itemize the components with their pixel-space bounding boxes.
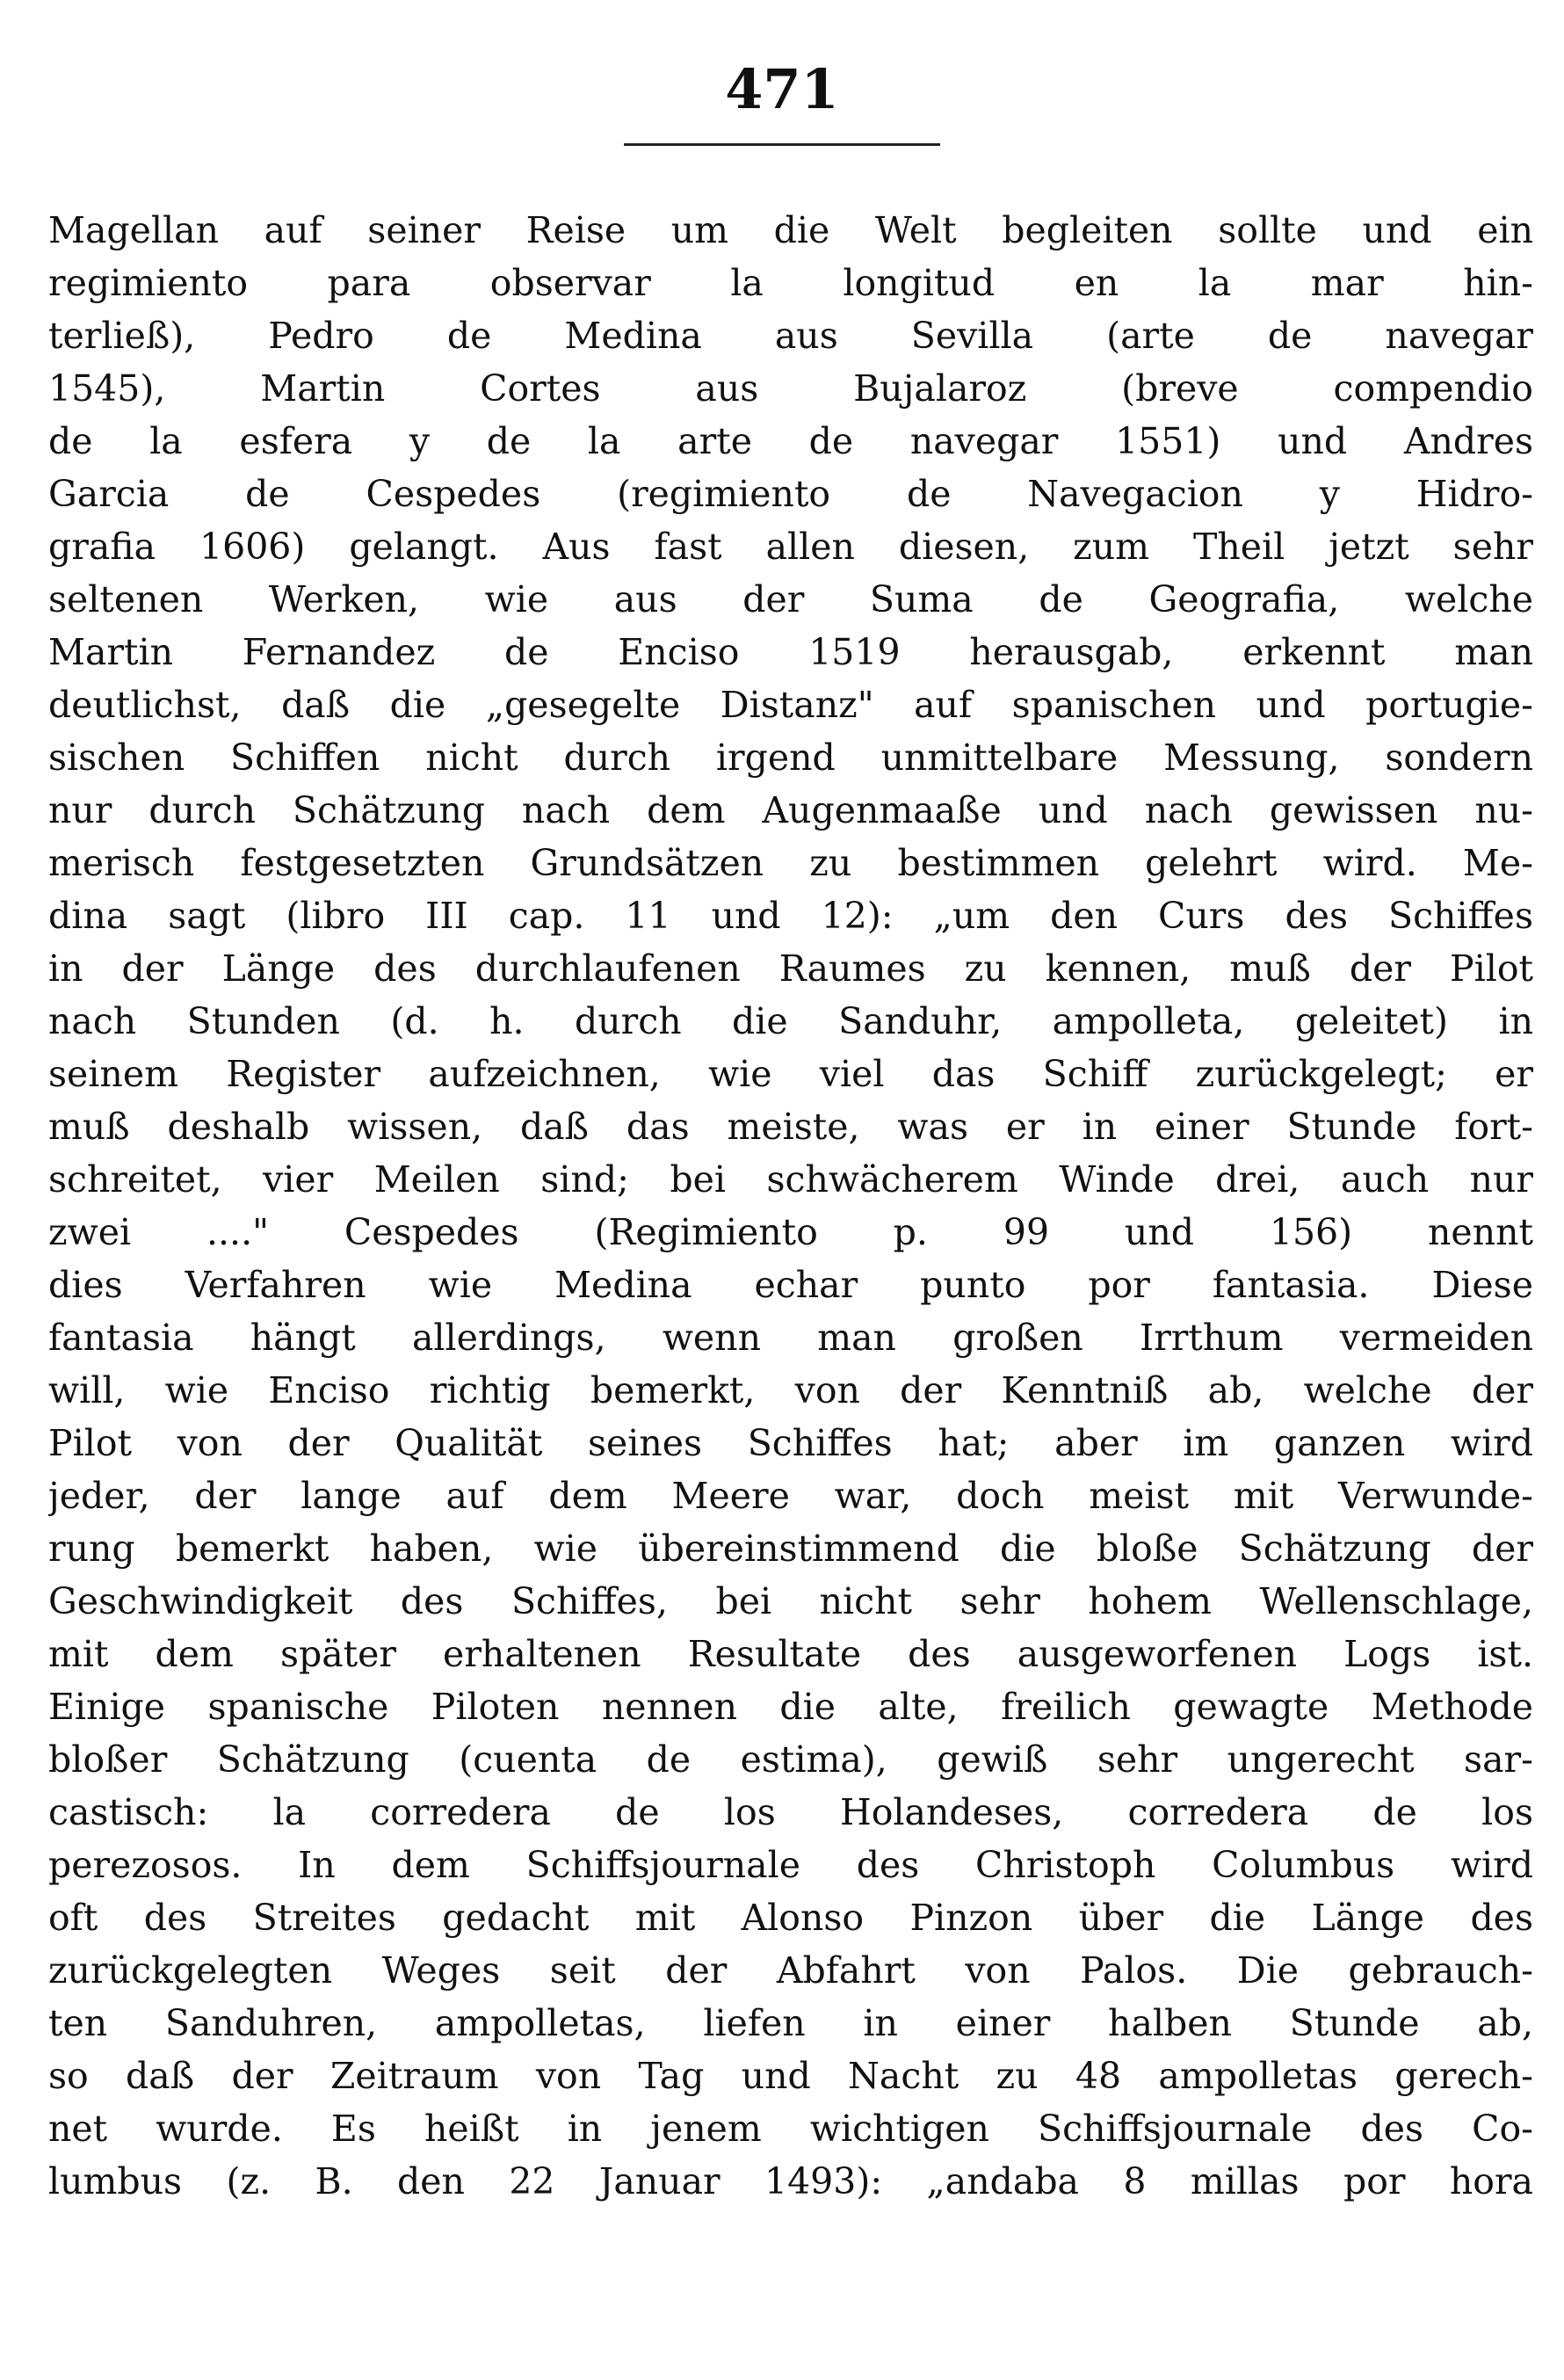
text-line: terließ), Pedro de Medina aus Sevilla (arte de navegar [48,315,1533,357]
text-line: in der Länge des durchlaufenen Raumes zu kennen, muß der Pilot [48,947,1533,990]
text-line: ten Sanduhren, ampolletas, liefen in einer halben Stunde ab, [48,2002,1533,2044]
text-line: lumbus (z. B. den 22 Januar 1493): „andaba 8 millas por hora [48,2160,1533,2202]
text-line: zurückgelegten Weges seit der Abfahrt von Palos. Die gebrauch- [48,1949,1533,1992]
text-line: regimiento para observar la longitud en la mar hin- [48,262,1533,304]
text-line: will, wie Enciso richtig bemerkt, von der Kenntniß ab, welche der [48,1369,1533,1411]
text-line: perezosos. In dem Schiffsjournale des Christoph Columbus wird [48,1844,1533,1886]
text-line: Martin Fernandez de Enciso 1519 herausgab, erkennt man [48,631,1533,673]
page-number: 471 [725,57,839,121]
text-line: deutlichst, daß die „gesegelte Distanz" auf spanischen und portugie- [48,684,1533,726]
text-line: zwei ...." Cespedes (Regimiento p. 99 und 156) nennt [48,1211,1533,1253]
text-line: net wurde. Es heißt in jenem wichtigen Schiffsjournale des Co- [48,2108,1533,2150]
text-line: jeder, der lange auf dem Meere war, doch meist mit Verwunde- [48,1475,1533,1517]
text-line: castisch: la corredera de los Holandeses, corredera de los [48,1791,1533,1833]
body-text [48,204,1533,2208]
text-line: grafia 1606) gelangt. Aus fast allen diesen, zum Theil jetzt sehr [48,526,1533,568]
text-line: schreitet, vier Meilen sind; bei schwächerem Winde drei, auch nur [48,1158,1533,1201]
text-line: Geschwindigkeit des Schiffes, bei nicht sehr hohem Wellenschlage, [48,1580,1533,1622]
text-line: dies Verfahren wie Medina echar punto por fantasia. Diese [48,1264,1533,1306]
text-line: nur durch Schätzung nach dem Augenmaaße und nach gewissen nu- [48,789,1533,831]
text-line: dina sagt (libro III cap. 11 und 12): „um den Curs des Schiffes [48,895,1533,937]
text-line: seltenen Werken, wie aus der Suma de Geografia, welche [48,578,1533,620]
text-line: oft des Streites gedacht mit Alonso Pinzon über die Länge des [48,1897,1533,1939]
text-line: muß deshalb wissen, daß das meiste, was er in einer Stunde fort- [48,1106,1533,1148]
text-line: rung bemerkt haben, wie übereinstimmend die bloße Schätzung der [48,1527,1533,1570]
text-line: Pilot von der Qualität seines Schiffes hat; aber im ganzen wird [48,1422,1533,1464]
text-line: de la esfera y de la arte de navegar 1551) und Andres [48,420,1533,462]
text-line: Garcia de Cespedes (regimiento de Navegacion y Hidro- [48,473,1533,515]
text-line: Einige spanische Piloten nennen die alte, freilich gewagte Methode [48,1686,1533,1728]
text-line: 1545), Martin Cortes aus Bujalaroz (breve compendio [48,367,1533,410]
header-rule [624,143,940,146]
text-line: seinem Register aufzeichnen, wie viel das Schiff zurückgelegt; er [48,1053,1533,1095]
text-line: bloßer Schätzung (cuenta de estima), gewiß sehr ungerecht sar- [48,1738,1533,1781]
text-line: nach Stunden (d. h. durch die Sanduhr, ampolleta, geleitet) in [48,1000,1533,1042]
text-line: Magellan auf seiner Reise um die Welt begleiten sollte und ein [48,209,1533,251]
text-line: merisch festgesetzten Grundsätzen zu bestimmen gelehrt wird. Me- [48,842,1533,884]
text-line: mit dem später erhaltenen Resultate des ausgeworfenen Logs ist. [48,1633,1533,1675]
text-line: sischen Schiffen nicht durch irgend unmittelbare Messung, sondern [48,736,1533,779]
text-line: fantasia hängt allerdings, wenn man großen Irrthum vermeiden [48,1317,1533,1359]
text-line: so daß der Zeitraum von Tag und Nacht zu 48 ampolletas gerech- [48,2055,1533,2097]
